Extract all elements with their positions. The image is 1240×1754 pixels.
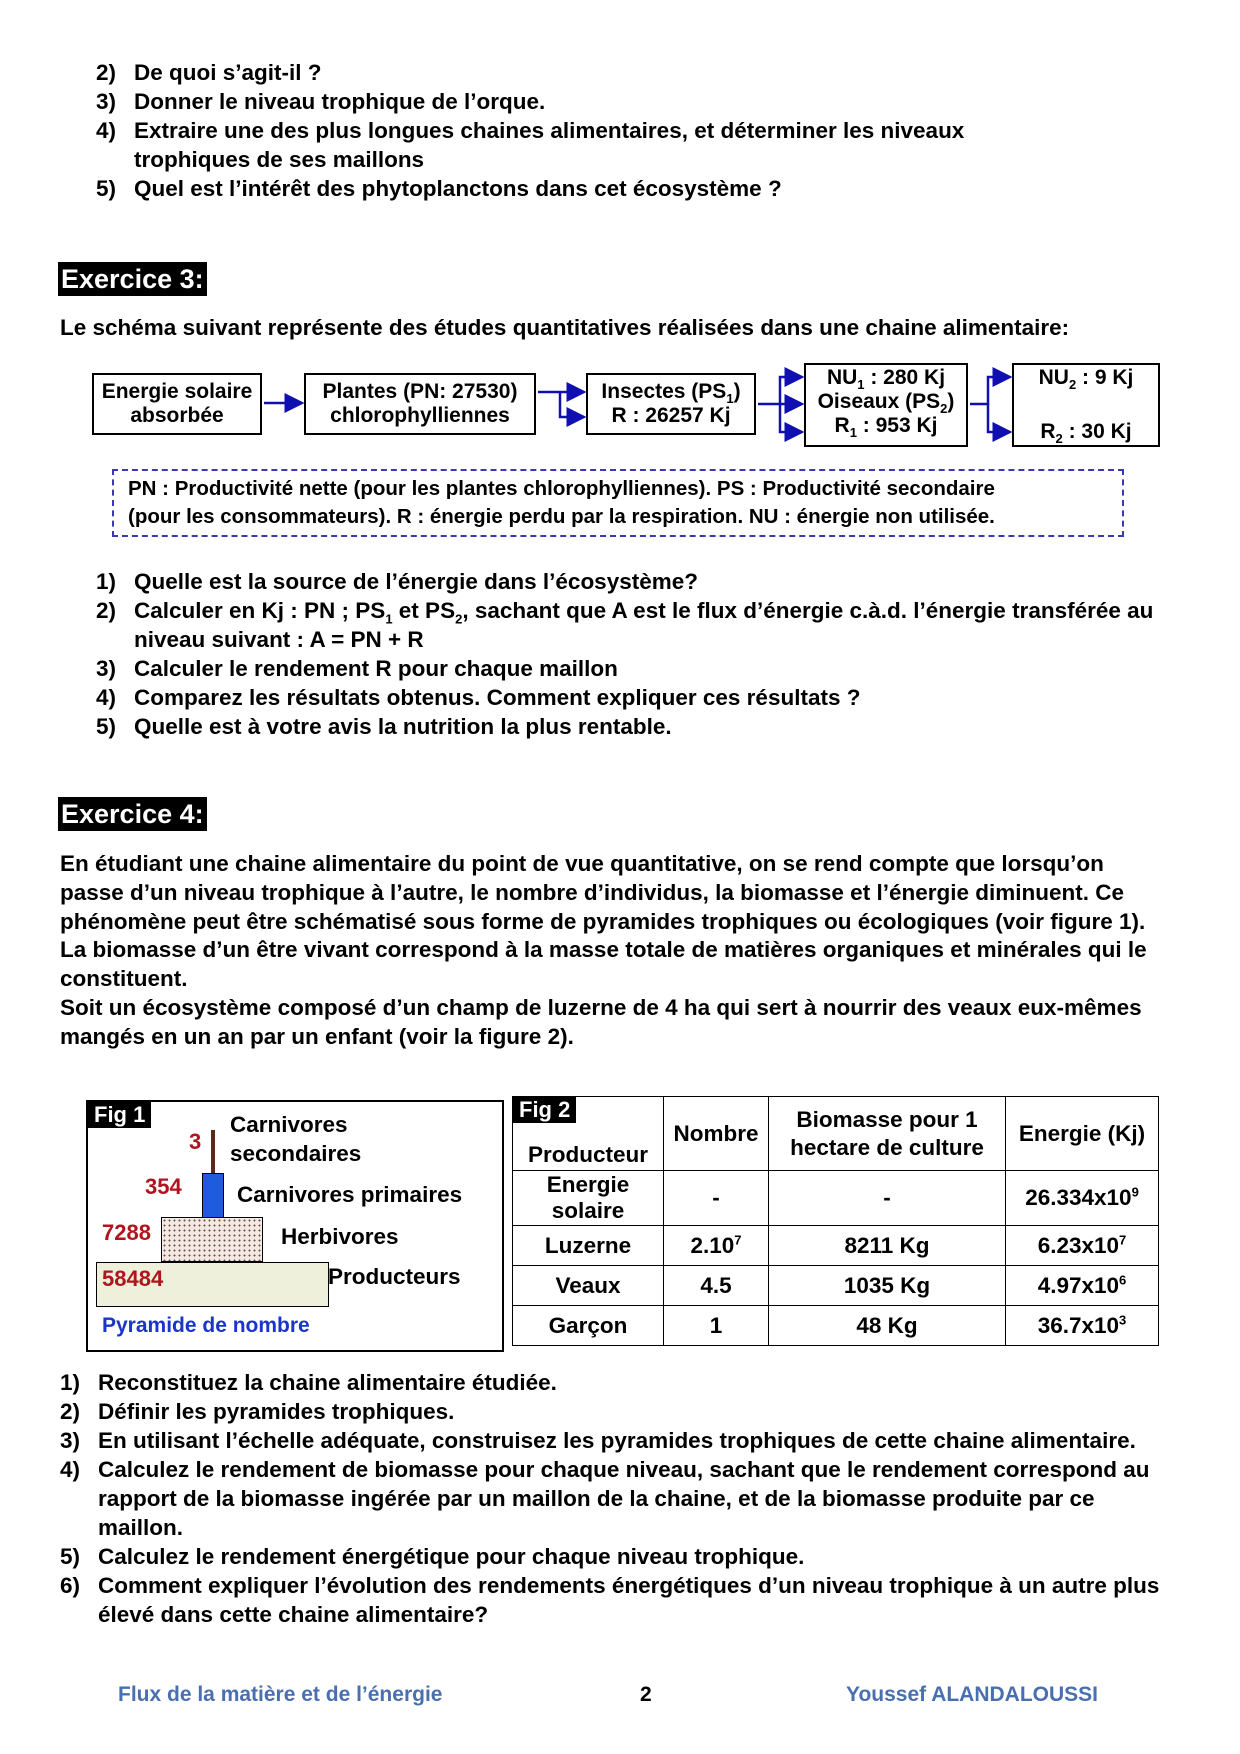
figure1-caption: Pyramide de nombre xyxy=(102,1314,310,1337)
figure2-label: Fig 2 xyxy=(513,1097,576,1123)
header-count: Nombre xyxy=(664,1097,769,1171)
table-row: Energie solaire - - $26.334x10^9$ xyxy=(513,1171,1159,1226)
exercise3-title: Exercice 3: xyxy=(58,262,207,296)
arrow-insects-to-r1 xyxy=(780,404,802,432)
diagram-arrows xyxy=(0,0,1240,480)
paragraph: La biomasse d’un être vivant correspond à la masse totale de matières organiques et minérales qui le constituent. xyxy=(60,937,1147,992)
pyramid-bar-primary-carnivores xyxy=(202,1173,224,1218)
table-row: Veaux 4.5 1035 Kg $4.97x10^6$ xyxy=(513,1266,1159,1306)
question-item: 4) Extraire une des plus longues chaines alimentaires, et déterminer les niveaux trophiques de ses maillons xyxy=(96,118,965,172)
count-producers: 58484 xyxy=(102,1266,164,1291)
table-row: Luzerne 2.10$^7$ 8211 Kg $6.23x10^7$ xyxy=(513,1226,1159,1266)
exercise4-title: Exercice 4: xyxy=(58,797,207,831)
question-item: 3) Donner le niveau trophique de l’orque. xyxy=(96,89,546,114)
arrow-plants-to-insects-bottom xyxy=(560,392,584,417)
header-energy: Energie (Kj) xyxy=(1006,1097,1159,1171)
footer-title: Flux de la matière et de l’énergie xyxy=(118,1683,443,1706)
exercise3-questions xyxy=(96,567,1156,741)
header-biomass: Biomasse pour 1 hectare de culture xyxy=(769,1097,1006,1171)
paragraph: Soit un écosystème composé d’un champ de luzerne de 4 ha qui sert à nourrir des veaux eux-mêmes mangés en un an par un enfant (voir la figure 2). xyxy=(60,994,1142,1049)
exercise4-questions xyxy=(60,1368,1170,1629)
question-item: 2) Calculer en Kj : PN ; $PS_1$ et $PS_2$, sachant que A est le flux d’énergie c.à.d. l’énergie transférée au niveau suivant : A = PN + R xyxy=(96,598,1154,652)
question-item: 4) Calculez le rendement de biomasse pour chaque niveau, sachant que le rendement correspond au rapport de la biomasse ingérée par un maillon de la chaine, et de la biomasse produite par ce maillon. xyxy=(60,1457,1150,1540)
question-item: 6) Comment expliquer l’évolution des rendements énergétiques d’un niveau trophique à un autre plus élevé dans cette chaine alimentaire? xyxy=(60,1573,1160,1627)
pyramid-bar-secondary-carnivores xyxy=(211,1130,215,1174)
figure1-pyramid xyxy=(86,1100,504,1352)
diagram-box-insects: Insectes $(PS_1)$ R : 26257 Kj xyxy=(586,373,756,435)
exercise3-intro: Le schéma suivant représente des études quantitatives réalisées dans une chaine alimentaire: xyxy=(60,315,1070,340)
count-secondary-carnivores: 3 xyxy=(189,1129,202,1154)
label-primary-carnivores: Carnivores primaires xyxy=(237,1182,463,1207)
paragraph: En étudiant une chaine alimentaire du point de vue quantitative, on se rend compte que lorsqu’on passe d’un niveau trophique à l’autre, le nombre d’individus, la biomasse et l’énergie diminuent. Ce phénomène peut être schématisé sous forme de pyramides trophiques ou écologiques (voir figure 1). xyxy=(60,851,1146,934)
question-item: 1) Reconstituez la chaine alimentaire étudiée. xyxy=(60,1370,557,1395)
question-item: 1) Quelle est la source de l’énergie dans l’écosystème? xyxy=(96,569,698,594)
question-item: 5) Calculez le rendement énergétique pour chaque niveau trophique. xyxy=(60,1544,805,1569)
page-number: 2 xyxy=(640,1683,652,1706)
footer-author: Youssef ALANDALOUSSI xyxy=(846,1683,1099,1706)
label-secondary-carnivores: Carnivores secondaires xyxy=(230,1112,362,1166)
table-row: Garçon 1 48 Kg $36.7x10^3$ xyxy=(513,1306,1159,1346)
question-item: 3) Calculer le rendement R pour chaque maillon xyxy=(96,656,618,681)
figure2-table xyxy=(512,1096,1159,1346)
arrow-birds-to-nu2 xyxy=(970,377,1010,404)
exercise4-intro xyxy=(60,850,1170,1052)
question-item: 2) De quoi s’agit-il ? xyxy=(96,60,322,85)
question-item: 5) Quelle est à votre avis la nutrition la plus rentable. xyxy=(96,714,672,739)
diagram-box-solar-energy: Energie solaire absorbée xyxy=(92,373,262,435)
table-header-row xyxy=(513,1097,1159,1171)
label-producers: Producteurs xyxy=(328,1264,461,1289)
diagram-box-plants: Plantes (PN: 27530) chlorophylliennes xyxy=(304,373,536,435)
diagram-box-birds: $NU_1$ : 280 Kj Oiseaux $(PS_2)$ $R_1$ : 953 Kj xyxy=(804,363,968,447)
question-item: 4) Comparez les résultats obtenus. Comment expliquer ces résultats ? xyxy=(96,685,861,710)
count-primary-carnivores: 354 xyxy=(145,1174,182,1199)
question-item: 2) Définir les pyramides trophiques. xyxy=(60,1399,455,1424)
arrow-birds-to-r2 xyxy=(988,404,1010,432)
arrow-insects-to-nu1 xyxy=(758,377,802,404)
label-herbivores: Herbivores xyxy=(281,1224,399,1249)
count-herbivores: 7288 xyxy=(102,1220,151,1245)
diagram-legend: PN : Productivité nette (pour les plantes chlorophylliennes). PS : Productivité secondaire (pour les consommateurs). R : énergie perdu par la respiration. NU : énergie non utilisée. xyxy=(112,469,1124,537)
pyramid-bar-herbivores xyxy=(161,1217,263,1262)
diagram-box-final-level: $NU_2$ : 9 Kj $R_2$ : 30 Kj xyxy=(1012,363,1160,447)
question-item: 5) Quel est l’intérêt des phytoplanctons dans cet écosystème ? xyxy=(96,176,782,201)
question-item: 3) En utilisant l’échelle adéquate, construisez les pyramides trophiques de cette chaine alimentaire. xyxy=(60,1428,1136,1453)
figure1-label: Fig 1 xyxy=(88,1102,151,1128)
header-producer: Fig 2 Producteur xyxy=(513,1097,664,1171)
